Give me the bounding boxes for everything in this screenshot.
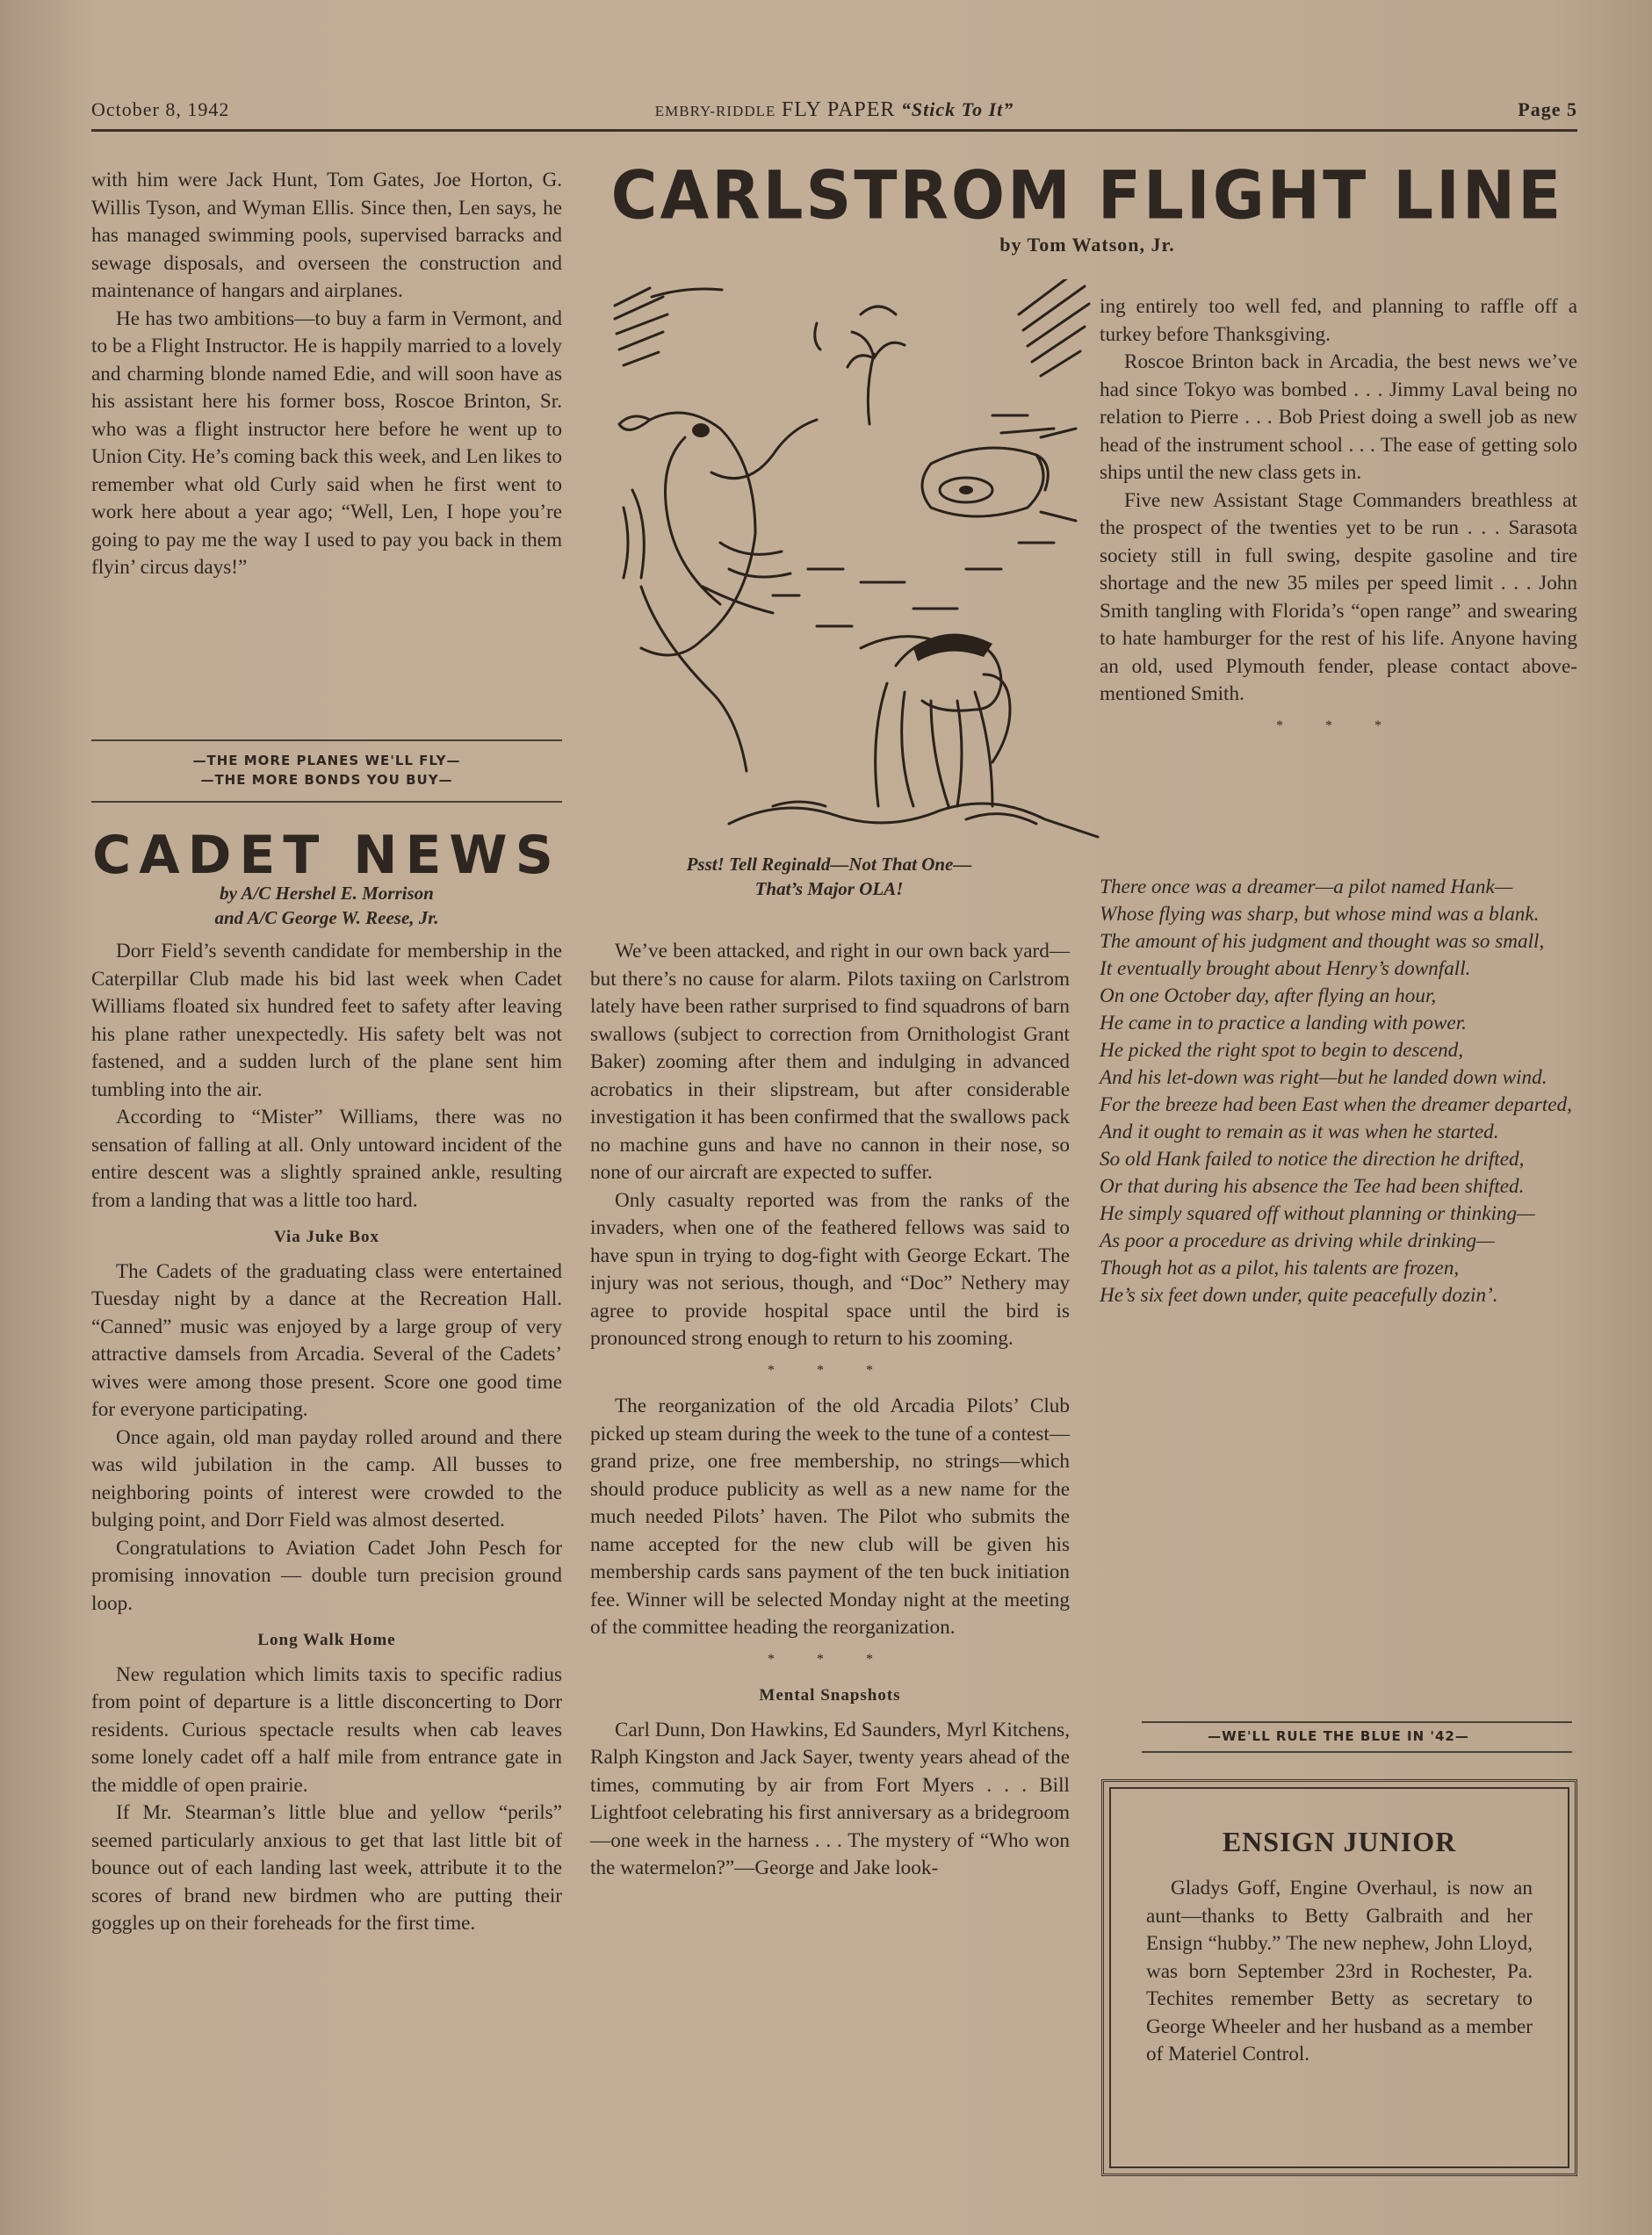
- poem-line: On one October day, after flying an hour,: [1100, 984, 1437, 1007]
- divider: [1142, 1751, 1572, 1753]
- paragraph: Once again, old man payday rolled around and there was wild jubilation in the camp. All busses to neighboring points of interest were crowded to the bulging point, and Dorr Field was almost deserted.: [91, 1425, 562, 1532]
- paragraph: If Mr. Stearman’s little blue and yellow “perils” seemed particularly anxious to get that last little bit of bounce out of each landing last week, attribute it to the scores of brand new birdmen who are putting their goggles up on their foreheads for the first time.: [91, 1801, 562, 1935]
- cadet-news-body: [91, 938, 562, 1938]
- paragraph: New regulation which limits taxis to specific radius from point of departure is a little disconcerting to Dorr residents. Curious spectacle results when cab leaves some lonely cadet off a half mile from entrance gate in the middle of open prairie.: [91, 1662, 562, 1797]
- poem-line: He’s six feet down under, quite peacefully dozin’.: [1100, 1284, 1498, 1307]
- header-rule: [91, 129, 1577, 132]
- poem-line: As poor a procedure as driving while drinking—: [1100, 1229, 1495, 1252]
- section-separator: * * *: [768, 1651, 892, 1667]
- paragraph: Only casualty reported was from the ranks of the invaders, when one of the feathered fellows was said to have spun in trying to dog-fight with George Eckart. The injury was not serious, though, and “Doc” Nethery may agree to provide hospital space until the bird is pronounced strong enough to return to his zooming.: [590, 1188, 1070, 1350]
- poem-line: Though hot as a pilot, his talents are frozen,: [1100, 1257, 1460, 1280]
- slogan-box: [91, 751, 562, 789]
- paragraph: with him were Jack Hunt, Tom Gates, Joe Horton, G. Willis Tyson, and Wyman Ellis. Since then, Len says, he has managed swimming pools, supervised barracks and sewage disposals, and overseen the construction and maintenance of hangars and airplanes.: [91, 169, 562, 302]
- poem-line: Whose flying was sharp, but whose mind was a blank.: [1100, 903, 1540, 926]
- paragraph: Congratulations to Aviation Cadet John Pesch for promising innovation — double turn precision ground loop.: [91, 1536, 562, 1615]
- section-separator: * * *: [768, 1362, 892, 1378]
- subheading: Long Walk Home: [257, 1631, 396, 1649]
- publication-prefix: EMBRY-RIDDLE: [654, 103, 776, 119]
- poem-line: He came in to practice a landing with power.: [1100, 1012, 1467, 1035]
- cadet-news-byline: [91, 881, 562, 930]
- caption-line: That’s Major OLA!: [754, 878, 904, 899]
- paragraph: The Cadets of the graduating class were entertained Tuesday night by a dance at the Recreation Hall. “Canned” music was enjoyed by a large group of very attractive damsels from Arcadia. Several of the Cadets’ wives were among those present. Score one good time for everyone participating.: [91, 1259, 562, 1421]
- carlstrom-byline: by Tom Watson, Jr.: [999, 234, 1175, 256]
- paragraph: Gladys Goff, Engine Overhaul, is now an aunt—thanks to Betty Galbraith and her Ensign “hubby.” The new nephew, John Lloyd, was born September 23rd in Rochester, Pa. Techites remember Betty as secretary to George Wheeler and her husband as a member of Materiel Control.: [1146, 1877, 1533, 2066]
- subheading: Via Juke Box: [273, 1228, 380, 1246]
- poem-line: It eventually brought about Henry’s downfall.: [1100, 957, 1471, 980]
- illustration-caption: [601, 852, 1057, 901]
- slogan-line: —THE MORE BONDS YOU BUY—: [200, 772, 453, 788]
- poem-line: Or that during his absence the Tee had been shifted.: [1100, 1175, 1525, 1198]
- publication-motto: “Stick To It”: [900, 98, 1014, 120]
- paragraph: Roscoe Brinton back in Arcadia, the best news we’ve had since Tokyo was bombed . . . Jimmy Laval being no relation to Pierre . . . Bob Priest doing a swell job as new head of the instrument school . . . The ease of getting solo ships until the new class gets in.: [1100, 350, 1577, 484]
- byline-line: and A/C George W. Reese, Jr.: [214, 907, 439, 928]
- box-title: ENSIGN JUNIOR: [1222, 1826, 1457, 1857]
- paragraph: Carl Dunn, Don Hawkins, Ed Saunders, Myrl Kitchens, Ralph Kingston and Jack Sayer, twenty years ahead of the times, commuting by air from Fort Myers . . . Bill Lightfoot celebrating his first anniversary as a bridegroom—one week in the harness . . . The mystery of “Who won the watermelon?”—George and Jake look-: [590, 1718, 1070, 1879]
- paragraph: Dorr Field’s seventh candidate for membership in the Caterpillar Club made his bid last week when Cadet Williams floated six hundred feet to safety after leaving his plane rather unexpectedly. His safety belt was not fastened, and a sudden lurch of the plane sent him tumbling into the air.: [91, 940, 562, 1101]
- poem-line: And his let-down was right—but he landed down wind.: [1100, 1066, 1547, 1089]
- carlstrom-headline: CARLSTROM FLIGHT LINE: [610, 155, 1564, 234]
- issue-date: October 8, 1942: [91, 98, 230, 120]
- divider: [91, 801, 562, 803]
- carlstrom-body-right: [1100, 293, 1577, 748]
- section-separator: * * *: [1276, 717, 1401, 733]
- continued-story: [91, 167, 562, 582]
- divider: [1142, 1721, 1572, 1723]
- paragraph: He has two ambitions—to buy a farm in Vermont, and to be a Flight Instructor. He is happily married to a lovely and charming blonde named Edie, and will soon have as his assistant here his former boss, Roscoe Brinton, Sr. who was a flight instructor here before he went up to Union City. He’s coming back this week, and Len likes to remember what old Curly said when he first went to work here about a year ago; “Well, Len, I hope you’re going to pay me the way I used to pay you back in them flyin’ circus days!”: [91, 306, 562, 579]
- paragraph: According to “Mister” Williams, there was no sensation of falling at all. Only untoward incident of the entire descent was a slightly sprained ankle, resulting from a landing that was a little too hard.: [91, 1106, 562, 1212]
- poem-line: For the breeze had been East when the dreamer departed,: [1100, 1093, 1572, 1116]
- poem-line: He simply squared off without planning or thinking—: [1100, 1202, 1535, 1225]
- divider: [91, 739, 562, 741]
- slogan-box: —WE'LL RULE THE BLUE IN '42—: [1208, 1728, 1469, 1744]
- subheading: Mental Snapshots: [759, 1686, 901, 1705]
- poem-line: So old Hank failed to notice the direction he drifted,: [1100, 1148, 1525, 1171]
- cartoon-illustration: [597, 279, 1107, 841]
- publication-name: FLY PAPER: [781, 98, 896, 121]
- poem-line: The amount of his judgment and thought was so small,: [1100, 930, 1545, 953]
- paragraph: Five new Assistant Stage Commanders breathless at the prospect of the twenties yet to be run . . . Sarasota society still in full swing, despite gasoline and tire shortage and the new 35 miles per speed limit . . . John Smith tangling with Florida’s “open range” and swearing to hate hamburger for the rest of his life. Anyone having an old, used Plymouth fender, please contact above-mentioned Smith.: [1100, 488, 1577, 705]
- carlstrom-body-middle: [590, 938, 1070, 1883]
- paragraph: ing entirely too well fed, and planning to raffle off a turkey before Thanksgiving.: [1100, 295, 1577, 346]
- paragraph: We’ve been attacked, and right in our own back yard—but there’s no cause for alarm. Pilots taxiing on Carlstrom lately have been rather surprised to find squadrons of barn swallows (subject to correction from Ornithologist Grant Baker) zooming after them and indulging in advanced acrobatics in their slipstream, but after considerable investigation it has been confirmed that the swallows pack no machine guns and have no cannon in their nose, so none of our aircraft are expected to suffer.: [590, 940, 1070, 1184]
- poem: [1100, 874, 1577, 1309]
- paragraph: The reorganization of the old Arcadia Pilots’ Club picked up steam during the week to the tune of a contest—grand prize, one free membership, no strings—which should produce publicity as well as a new name for the much needed Pilots’ haven. The Pilot who submits the name accepted for the new club will be given his membership cards sans payment of the ten buck initiation fee. Winner will be selected Monday night at the meeting of the committee heading the reorganization.: [590, 1395, 1070, 1639]
- byline-line: by A/C Hershel E. Morrison: [220, 883, 434, 904]
- box-body: [1146, 1875, 1533, 2069]
- ensign-junior-box: [1101, 1779, 1577, 2176]
- caption-line: Psst! Tell Reginald—Not That One—: [686, 854, 972, 875]
- slogan-line: —THE MORE PLANES WE'LL FLY—: [192, 753, 461, 768]
- poem-line: There once was a dreamer—a pilot named Hank—: [1100, 876, 1513, 898]
- page-number: Page 5: [1518, 98, 1577, 120]
- poem-line: He picked the right spot to begin to descend,: [1100, 1039, 1464, 1062]
- cadet-news-headline: CADET NEWS: [92, 825, 561, 886]
- page-header: [91, 98, 1577, 130]
- poem-line: And it ought to remain as it was when he started.: [1100, 1121, 1499, 1143]
- publication-title: [91, 98, 1577, 122]
